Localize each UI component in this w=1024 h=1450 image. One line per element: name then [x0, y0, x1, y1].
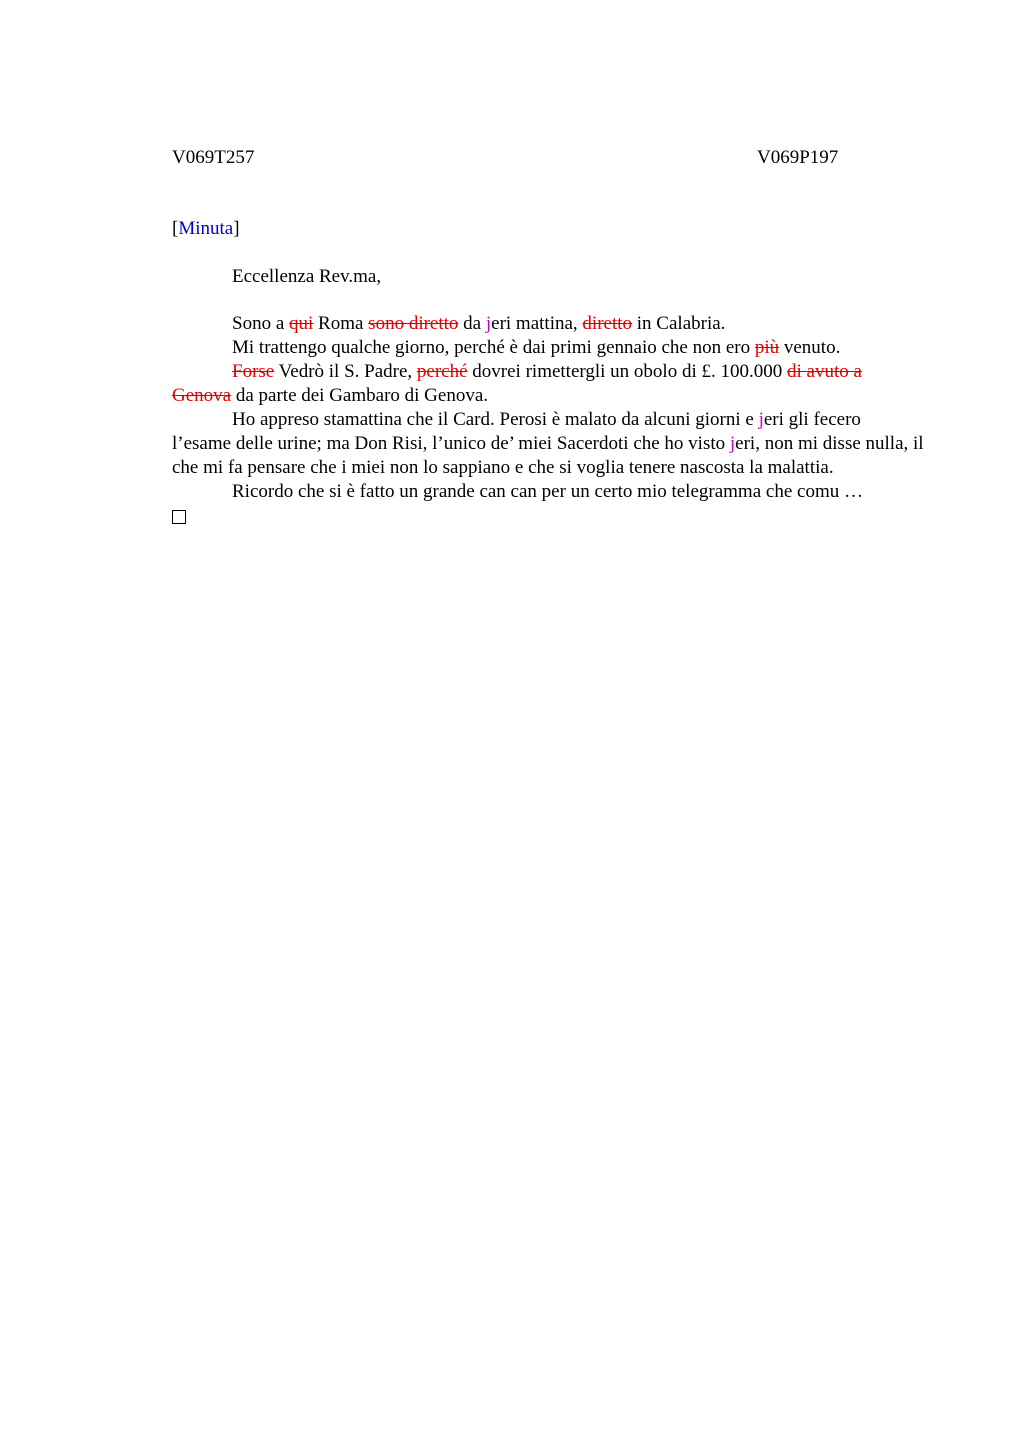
- text-run: da: [458, 313, 486, 334]
- square-outline-icon: [172, 504, 924, 531]
- emended-letter: j: [758, 409, 764, 430]
- deleted-text: diretto: [582, 313, 633, 334]
- text-run: dovrei rimettergli un obolo di £. 100.000: [467, 361, 787, 382]
- deleted-text: più: [754, 337, 780, 358]
- paragraph-5: [172, 480, 924, 504]
- letter-body: [172, 312, 924, 531]
- label-open-bracket: [: [172, 218, 179, 239]
- text-run: eri gli fecero l’esame delle urine; ma Don Risi, l’unico de’ miei Sacerdoti che ho visto: [172, 409, 861, 454]
- paragraph-2: [172, 336, 924, 360]
- label-close-bracket: ]: [233, 218, 240, 239]
- document-label: [172, 217, 240, 241]
- text-run: da parte dei Gambaro di Genova.: [231, 385, 489, 406]
- deleted-text: qui: [289, 313, 314, 334]
- text-run: Ho appreso stamattina che il Card. Perosi è malato da alcuni giorni e: [232, 409, 759, 430]
- text-run: Mi trattengo qualche giorno, perché è dai primi gennaio che non ero: [232, 337, 755, 358]
- text-run: eri, non mi disse nulla, il che mi fa pensare che i miei non lo sappiano e che si voglia tenere nascosta la malattia.: [172, 433, 924, 478]
- deleted-text: sono diretto: [368, 313, 459, 334]
- deleted-text: perché: [416, 361, 468, 382]
- document-code-left: V069T257: [172, 147, 255, 168]
- emended-letter: j: [485, 313, 492, 334]
- text-run: in Calabria.: [632, 313, 726, 334]
- emended-letter: j: [729, 433, 736, 454]
- paragraph-4: [172, 408, 924, 480]
- label-word: Minuta: [178, 218, 234, 239]
- deleted-text: di avuto a Genova: [172, 361, 862, 406]
- text-run: venuto.: [779, 337, 841, 358]
- document-code-right: V069P197: [757, 147, 839, 168]
- text-run: Vedrò il S. Padre,: [274, 361, 417, 382]
- paragraph-3: [172, 360, 924, 408]
- text-run: Ricordo che si è fatto un grande can can per un certo mio telegramma che comu …: [232, 481, 863, 502]
- text-run: eri mattina,: [491, 313, 583, 334]
- text-run: Sono a: [232, 313, 289, 334]
- paragraph-1: [172, 312, 924, 336]
- deleted-text: Forse: [232, 361, 275, 382]
- salutation: Eccellenza Rev.ma,: [232, 266, 382, 287]
- text-run: Roma: [313, 313, 369, 334]
